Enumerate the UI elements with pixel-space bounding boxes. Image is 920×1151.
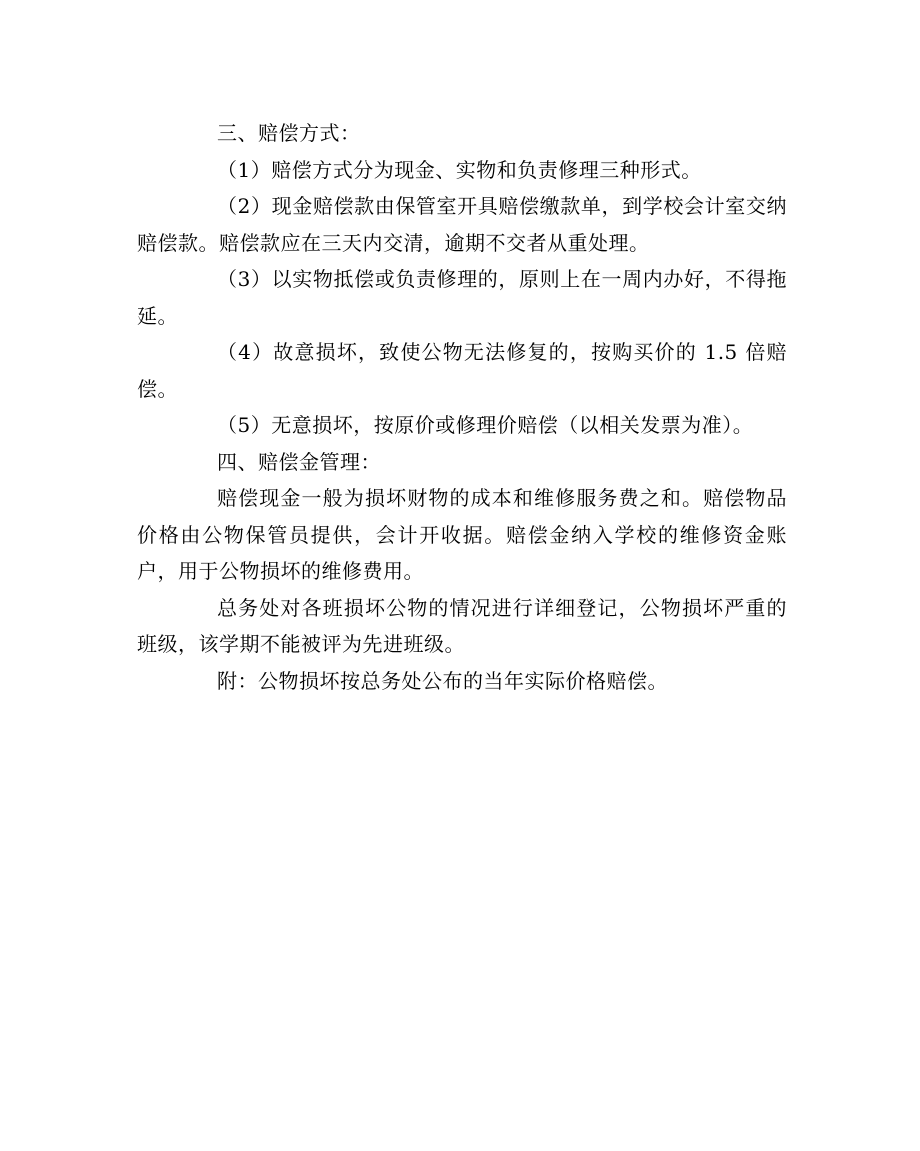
section-heading-compensation-methods: 三、赔偿方式： — [217, 121, 361, 145]
paragraph-appendix-note: 附：公物损坏按总务处公布的当年实际价格赔偿。 — [217, 668, 668, 693]
paragraph-item-4: （4）故意损坏，致使公物无法修复的，按购买价的 1.5 倍赔偿。 — [137, 340, 787, 401]
paragraph-registration: 总务处对各班损坏公物的情况进行详细登记，公物损坏严重的班级，该学期不能被评为先进班级。 — [137, 595, 787, 656]
paragraph-item-3: （3）以实物抵偿或负责修理的，原则上在一周内办好，不得拖延。 — [137, 267, 787, 328]
paragraph-item-5: （5）无意损坏，按原价或修理价赔偿（以相关发票为准）。 — [217, 413, 754, 437]
paragraph-management-detail: 赔偿现金一般为损坏财物的成本和维修服务费之和。赔偿物品价格由公物保管员提供，会计开收据。赔偿金纳入学校的维修资金账户，用于公物损坏的维修费用。 — [137, 486, 787, 583]
paragraph-item-2: （2）现金赔偿款由保管室开具赔偿缴款单，到学校会计室交纳赔偿款。赔偿款应在三天内交清，逾期不交者从重处理。 — [137, 194, 787, 255]
section-heading-compensation-management: 四、赔偿金管理： — [217, 449, 381, 474]
paragraph-item-1: （1）赔偿方式分为现金、实物和负责修理三种形式。 — [217, 157, 702, 182]
document-body — [137, 115, 787, 699]
